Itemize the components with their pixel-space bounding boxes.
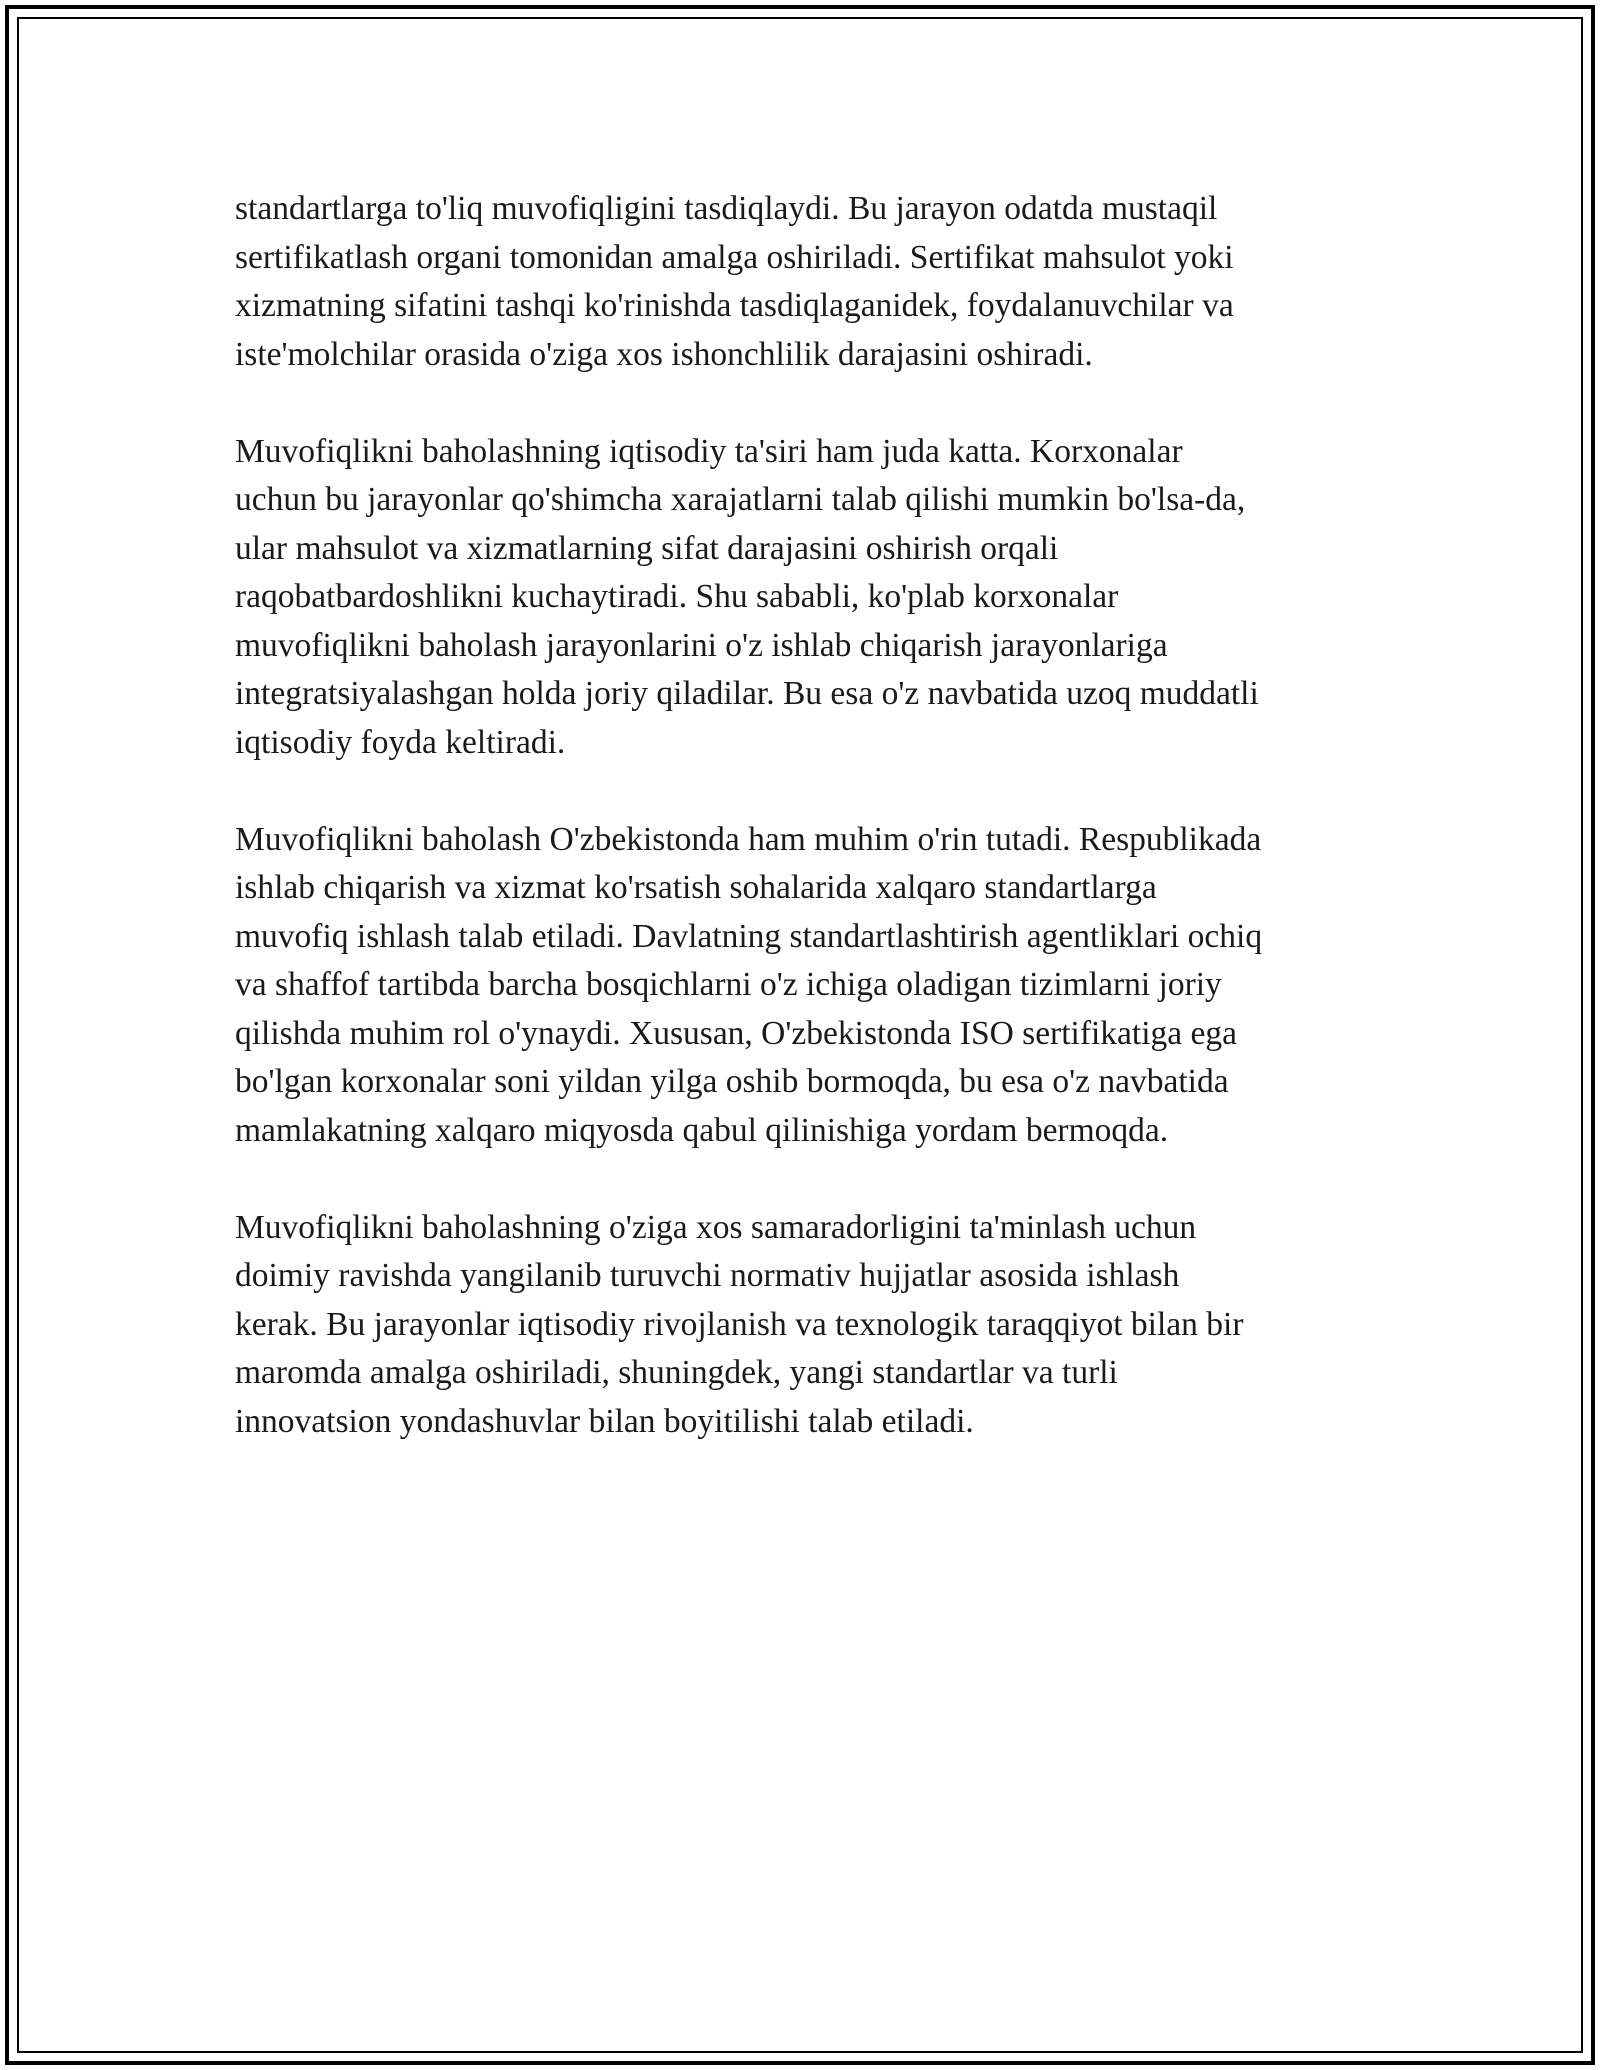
paragraph-2: Muvofiqlikni baholashning iqtisodiy ta'siri ham juda katta. Korxonalar uchun bu jarayonlar qo'shimcha xarajatlarni talab qilishi mumkin bo'lsa-da, ular mahsulot va xizmatlarning sifat darajasini oshirish orqali raqobatbardoshlikni kuchaytiradi. Shu sababli, ko'plab korxonalar muvofiqlikni baholash jarayonlarini o'z ishlab chiqarish jarayonlariga integratsiyalashgan holda joriy qiladilar. Bu esa o'z navbatida uzoq muddatli iqtisodiy foyda keltiradi. <box>235 432 1259 761</box>
paragraph-4: Muvofiqlikni baholashning o'ziga xos samaradorligini ta'minlash uchun doimiy ravishda yangilanib turuvchi normativ hujjatlar asosida ishlash kerak. Bu jarayonlar iqtisodiy rivojlanish va texnologik taraqqiyot bilan bir maromda amalga oshiriladi, shuningdek, yangi standartlar va turli innovatsion yondashuvlar bilan boyitilishi talab etiladi. <box>235 1208 1244 1440</box>
paragraph-1: standartlarga to'liq muvofiqligini tasdiqlaydi. Bu jarayon odatda mustaqil sertifikatlash organi tomonidan amalga oshiriladi. Sertifikat mahsulot yoki xizmatning sifatini tashqi ko'rinishda tasdiqlaganidek, foydalanuvchilar va iste'molchilar orasida o'ziga xos ishonchlilik darajasini oshiradi. <box>235 190 1234 373</box>
paragraph-3: Muvofiqlikni baholash O'zbekistonda ham muhim o'rin tutadi. Respublikada ishlab chiqarish va xizmat ko'rsatish sohalarida xalqaro standartlarga muvofiq ishlash talab etiladi. Davlatning standartlashtirish agentliklari ochiq va shaffof tartibda barcha bosqichlarni o'z ichiga oladigan tizimlarni joriy qilishda muhim rol o'ynaydi. Xususan, O'zbekistonda ISO sertifikatiga ega bo'lgan korxonalar soni yildan yilga oshib bormoqda, bu esa o'z navbatida mamlakatning xalqaro miqyosda qabul qilinishiga yordam bermoqda. <box>235 820 1263 1149</box>
document-body <box>235 185 1370 1446</box>
